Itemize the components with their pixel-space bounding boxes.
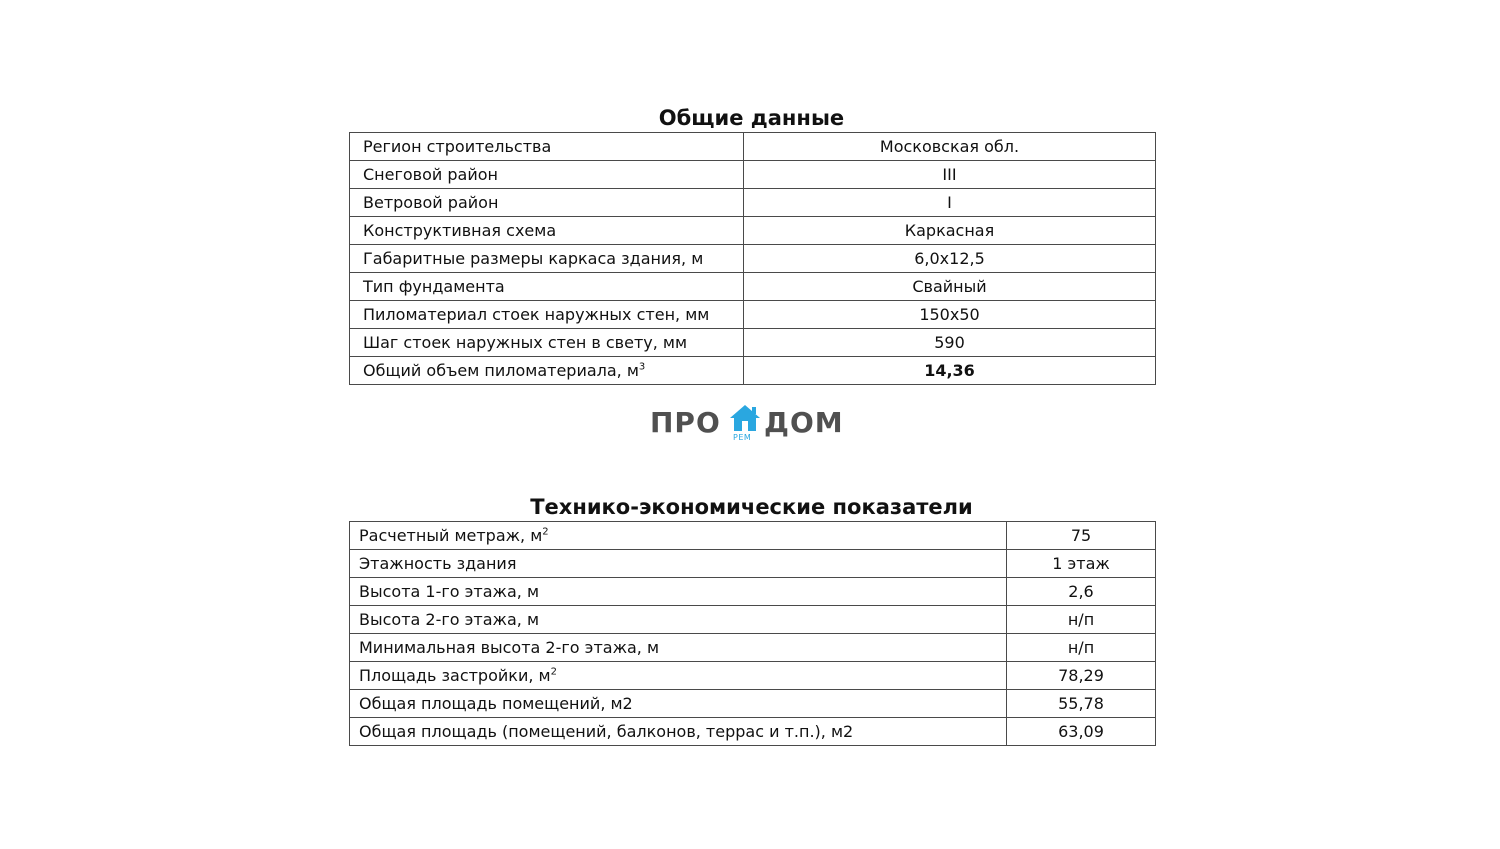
row-label: Конструктивная схема <box>350 217 744 245</box>
table-row <box>350 550 1156 578</box>
row-value: 1 этаж <box>1007 550 1156 578</box>
row-label: Регион строительства <box>350 133 744 161</box>
row-label: Габаритные размеры каркаса здания, м <box>350 245 744 273</box>
table-row <box>350 245 1156 273</box>
general-data-title: Общие данные <box>658 106 845 130</box>
house-icon <box>728 403 762 435</box>
row-label: Высота 2-го этажа, м <box>350 606 1007 634</box>
row-label-text: Расчетный метраж, м <box>359 526 543 545</box>
row-value: н/п <box>1007 606 1156 634</box>
row-label: Высота 1-го этажа, м <box>350 578 1007 606</box>
table-row <box>350 606 1156 634</box>
unit-superscript: 3 <box>638 361 646 373</box>
table-row <box>350 690 1156 718</box>
tep-table <box>349 521 1156 746</box>
logo-sub-text: РЕМ <box>733 433 752 442</box>
row-value: I <box>744 189 1156 217</box>
unit-superscript: 2 <box>542 526 549 538</box>
row-label-text: Общий объем пиломатериала, м <box>363 361 639 380</box>
general-data-table <box>349 132 1156 385</box>
table-row <box>350 662 1156 690</box>
table-row <box>350 578 1156 606</box>
table-row <box>350 357 1156 385</box>
table-row <box>350 718 1156 746</box>
logo-word-dom: ДОМ <box>764 406 844 439</box>
row-value: 55,78 <box>1007 690 1156 718</box>
row-label: Ветровой район <box>350 189 744 217</box>
row-label: Общая площадь помещений, м2 <box>350 690 1007 718</box>
unit-superscript: 2 <box>550 666 557 678</box>
row-value: 2,6 <box>1007 578 1156 606</box>
row-value: III <box>744 161 1156 189</box>
table-row <box>350 634 1156 662</box>
row-value: 78,29 <box>1007 662 1156 690</box>
table-row <box>350 301 1156 329</box>
table-row <box>350 161 1156 189</box>
pro-dom-logo <box>650 400 850 446</box>
table-row <box>350 522 1156 550</box>
row-label: Минимальная высота 2-го этажа, м <box>350 634 1007 662</box>
row-label: Шаг стоек наружных стен в свету, мм <box>350 329 744 357</box>
row-label: Общая площадь (помещений, балконов, террас и т.п.), м2 <box>350 718 1007 746</box>
row-value: 6,0х12,5 <box>744 245 1156 273</box>
row-value: 75 <box>1007 522 1156 550</box>
logo-word-pro: ПРО <box>650 406 721 439</box>
table-row <box>350 133 1156 161</box>
row-value: Московская обл. <box>744 133 1156 161</box>
row-label: Снеговой район <box>350 161 744 189</box>
row-label-text: Площадь застройки, м <box>359 666 551 685</box>
row-value: 63,09 <box>1007 718 1156 746</box>
table-row <box>350 189 1156 217</box>
row-value: Каркасная <box>744 217 1156 245</box>
row-label <box>350 662 1007 690</box>
tep-title: Технико-экономические показатели <box>530 495 973 519</box>
table-row <box>350 217 1156 245</box>
row-value: н/п <box>1007 634 1156 662</box>
row-value: Свайный <box>744 273 1156 301</box>
total-lumber-value: 14,36 <box>744 357 1156 385</box>
row-value: 590 <box>744 329 1156 357</box>
table-row <box>350 273 1156 301</box>
row-label: Этажность здания <box>350 550 1007 578</box>
row-label <box>350 522 1007 550</box>
row-value: 150х50 <box>744 301 1156 329</box>
table-row <box>350 329 1156 357</box>
row-label: Тип фундамента <box>350 273 744 301</box>
row-label: Пиломатериал стоек наружных стен, мм <box>350 301 744 329</box>
row-label <box>350 357 744 385</box>
